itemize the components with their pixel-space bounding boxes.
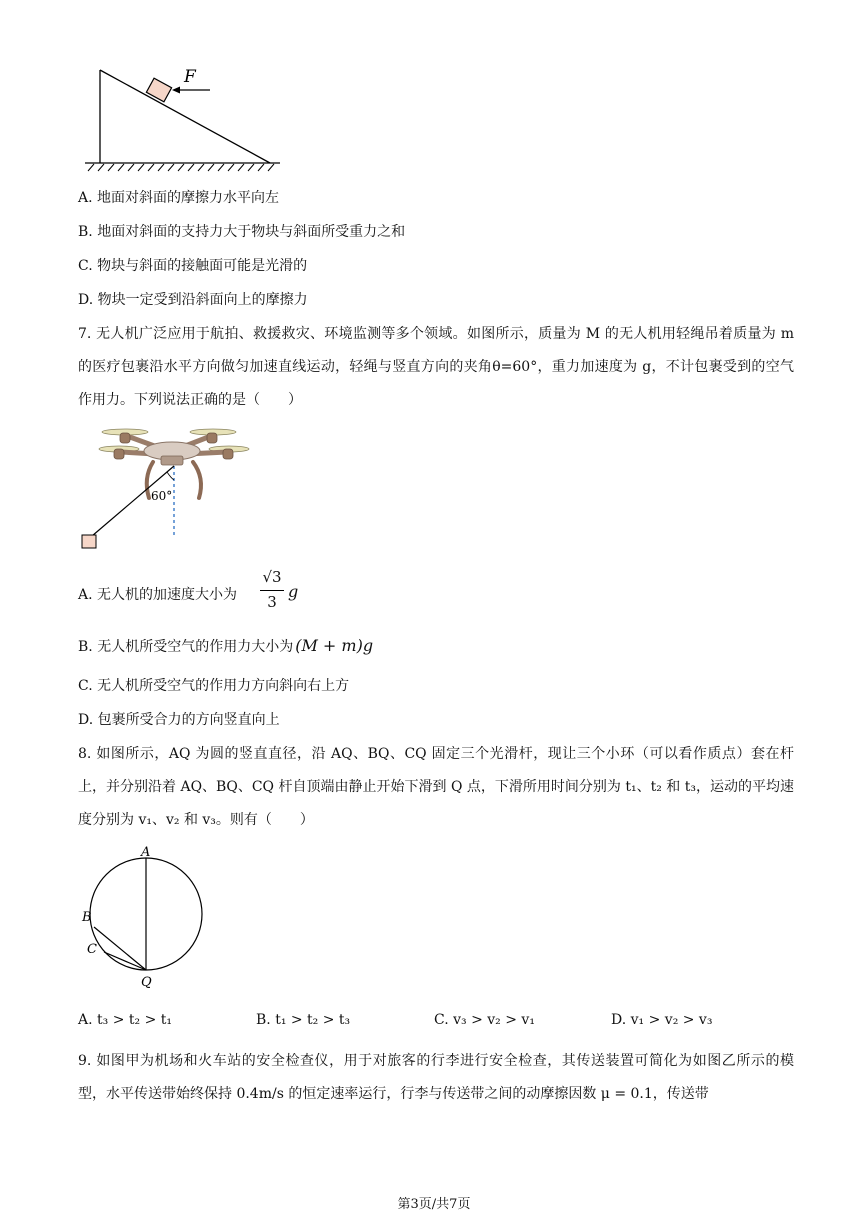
- angle-label: 60°: [151, 489, 173, 503]
- q8-options: [78, 1012, 794, 1034]
- q8-option-b: B. t₁ > t₂ > t₃: [256, 1012, 351, 1028]
- q6-option-d: D. 物块一定受到沿斜面向上的摩擦力: [78, 292, 308, 308]
- package: [82, 535, 96, 548]
- label-a: A: [141, 845, 151, 860]
- q6-option-a: A. 地面对斜面的摩擦力水平向左: [78, 190, 280, 206]
- incline-figure: [80, 60, 290, 175]
- force-label: F: [184, 67, 196, 87]
- q7-option-d: D. 包裹所受合力的方向竖直向上: [78, 712, 280, 728]
- q7-stem: 7. 无人机广泛应用于航拍、救援救灾、环境监测等多个领域。如图所示，质量为 M 的无人机用轻绳吊着质量为 m 的医疗包裹沿水平方向做匀加速直线运动，轻绳与竖直方向的夹角θ=60°，重力加速度为 g，不计包裹受到的空气作用力。下列说法正确的是（ ）: [78, 326, 794, 408]
- q8-option-d: D. v₁ > v₂ > v₃: [611, 1012, 713, 1028]
- drone-figure: [75, 418, 260, 558]
- formula: (M + m)g: [295, 636, 374, 655]
- circle-figure: [78, 842, 208, 990]
- fraction-numerator: √3: [262, 568, 282, 586]
- fraction-denominator: 3: [267, 593, 277, 611]
- q9-stem: 9. 如图甲为机场和火车站的安全检查仪，用于对旅客的行李进行安全检查，其传送装置可简化为如图乙所示的模型，水平传送带始终保持 0.4m/s 的恒定速率运行，行李与传送带之间的动摩擦因数 μ = 0.1，传送带: [78, 1053, 794, 1102]
- label-b: B: [82, 910, 92, 925]
- label-c: C: [87, 942, 97, 957]
- q8-option-a: A. t₃ > t₂ > t₁: [78, 1012, 172, 1028]
- q7-option-c: C. 无人机所受空气的作用力方向斜向右上方: [78, 678, 350, 694]
- q8-stem: 8. 如图所示，AQ 为圆的竖直直径，沿 AQ、BQ、CQ 固定三个光滑杆，现让三个小环（可以看作质点）套在杆上，并分别沿着 AQ、BQ、CQ 杆自顶端由静止开始下滑到 Q 点，下滑所用时间分别为 t₁、t₂ 和 t₃，运动的平均速度分别为 v₁、v₂ 和 v₃。则有（ ）: [78, 746, 794, 828]
- label-q: Q: [141, 975, 152, 990]
- q6-option-b: B. 地面对斜面的支持力大于物块与斜面所受重力之和: [78, 224, 406, 240]
- page-footer: 第3页/共7页: [397, 1197, 471, 1212]
- q8-option-c: C. v₃ > v₂ > v₁: [434, 1012, 535, 1028]
- q7-option-b: B. 无人机所受空气的作用力大小为 (M + m)g: [78, 636, 374, 655]
- q6-option-c: C. 物块与斜面的接触面可能是光滑的: [78, 258, 308, 274]
- block: [146, 78, 171, 102]
